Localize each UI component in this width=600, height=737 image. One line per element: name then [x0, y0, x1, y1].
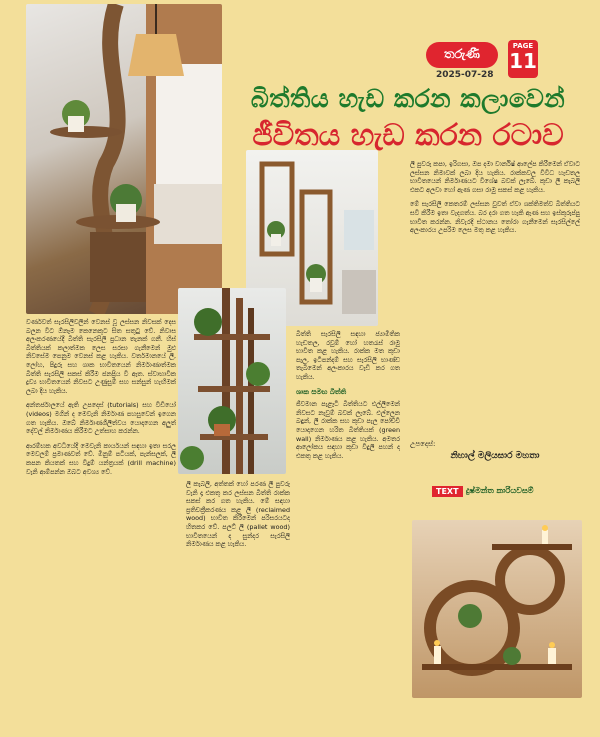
issue-date: 2025-07-28: [436, 70, 494, 80]
round-wood-shelves-candles-photo: [412, 520, 582, 698]
page-number: 11: [509, 49, 537, 73]
page-label: PAGE: [512, 42, 534, 50]
article-subheading: ශාක සමඟ බිත්ති: [296, 387, 347, 396]
branch-wall-shelf-plants-photo: [178, 288, 286, 474]
round-shelves-illustration: [412, 520, 582, 698]
headline-line-2: ජීවිතය හැඩ කරන රටාව: [252, 118, 564, 153]
headline-line-1: බිත්තිය හැඩ කරන කලාවෙන්: [250, 84, 566, 113]
article-paragraph: ආරම්භක අවධියේදී මෙවැනි කාර්යයන් සඳහා ඉතා සරල මෙවලම් ප්‍රමාණවත් වේ. මිනුම් පටියක්, පැන්සලක්, ලී කපන කියතක් සහ විදුම් යන්ත්‍රයක් (drill machine) වැනි ආම්පන්න ඔබට අවශ්‍ය වේ.: [26, 441, 176, 476]
article-paragraph: බිත්ති සැරසිලි සඳහා ජ්‍යාමිතික හැඩතල, රවුම් හෝ හතරැස් රාමු භාවිත කළ හැකිය. රාක්ක මත කුඩා පැල, ඉටිපන්දම් සහ සැරසිලි භාණ්ඩ තැබීමෙන් අලංකාරය වැඩි කර ගත හැකිය.: [296, 330, 400, 381]
article-paragraph: වර්ණවත් සැරසිලිවලින් වෙනස් වූ ලස්සන නිවසක් දෙස බලන විට ඕනෑම කෙනෙකුට සිත සතුටු වේ. නිවාස අලංකරණයේදී බිත්ති සැරසිලි ප්‍රධාන තැනක් ගනී. හිස් බිත්තියක් කලාත්මක ලෙස සරසා ගැනීමෙන් මුළු නිවසේම පෙනුම වෙනස් කළ හැකිය. වර්තමානයේ ලී, ලෝහ, පිදුරු සහ ශාක භාවිතයෙන් නිර්මාණාත්මක බිත්ති සැරසිලි සකස් කිරීම ජනප්‍රිය වී ඇත. ස්වාභාවික ද්‍රව්‍ය භාවිතයෙන් නිවසට උණුසුම් සහ සන්සුන් හැඟීමක් ලබා දිය හැකිය.: [26, 318, 176, 395]
text-credit-name: දුෂ්මන්ත කාරියවසම්: [466, 486, 534, 495]
byline-intro: උපදෙස්:: [410, 440, 436, 448]
article-paragraph: මේ සැරසිලි කෙතරම් ලස්සන වුවත් ඒවා ශක්තිමත්ව බිත්තියට සවි කිරීම ඉතා වැදගත්ය. බර දරා ගත හැකි ඇණ සහ ඉස්කුරුප්පු භාවිත කරන්න. නිවැරදි ස්ථානය තෝරා ගැනීමෙන් සැරසිල්ලේ අලංකාරය උපරිම ලෙස මතු කළ හැකිය.: [410, 200, 580, 235]
article-paragraph: අන්තර්ජාලයේ ඇති උපදෙස් (tutorials) සහ වීඩියෝ (videos) මගින් ද මෙවැනි නිර්මාණ පහසුවෙන් ඉගෙන ගත හැකිය. ඔබේ නිර්මාණශීලීත්වය යොදාගෙන අලුත් දේවල් නිර්මාණය කිරීමට උත්සාහ කරන්න.: [26, 401, 176, 436]
byline-name: නිහාල් මලියසාර මහතා: [450, 451, 540, 461]
driftwood-shelf-lamp-photo: [26, 4, 222, 314]
brand-logo: තරුණී: [426, 42, 498, 68]
page-number-badge: [508, 40, 538, 78]
article-paragraph: ජීවමාන පැළෑටි බිත්තියට එල්ලීමෙන් නිවසට නැවුම් බවක් ලැබේ. එල්ලෙන බඳුන්, ලී රාක්ක සහ කුඩා පැල පෝච්චි යොදාගෙන හරිත බිත්තියක් (green wall) නිර්මාණය කළ හැකිය. අමතර ආලෝකය සඳහා කුඩා විදුලි පහන් ද එකතු කළ හැකිය.: [296, 400, 400, 460]
text-credit-badge: TEXT: [432, 486, 463, 497]
article-paragraph: ලී කැබලි, අත්තක් හෝ පරණ ලී පුවරු වැනි දෑ එකතු කර ලස්සන බිත්ති රාක්ක සකස් කර ගත හැකිය. මේ සඳහා ප්‍රතිචක්‍රීකරණය කළ ලී (reclaimed wood) භාවිත කිරීමෙන් පරිසරයටද හිතකර වේ. පලට් ලී (pallet wood) භාවිතයෙන් ද සුන්දර සැරසිලි නිර්මාණය කළ හැකිය.: [186, 480, 290, 549]
article-column-1: [26, 318, 176, 718]
article-column-4: [410, 160, 580, 438]
byline: [410, 440, 580, 461]
article-column-2: [186, 480, 290, 720]
article-column-3: [296, 330, 400, 720]
driftwood-shelf-illustration: [26, 4, 222, 314]
article-paragraph: ලී පුවරු කපා, ඉරිගසා, ඔප දමා වාර්නිෂ් ආලේප කිරීමෙන් ඒවාට ලස්සන නිමාවක් ලබා දිය හැකිය. රාක්කවල විවිධ හැඩතල භාවිතයෙන් නිර්මාණයට විශේෂ බවක් ලැබේ. කුඩා ලී කැබලි එකට අලවා හෝ ඇණ ගසා රාමු සකස් කළ හැකිය.: [410, 160, 580, 194]
branch-shelf-illustration: [178, 288, 286, 474]
